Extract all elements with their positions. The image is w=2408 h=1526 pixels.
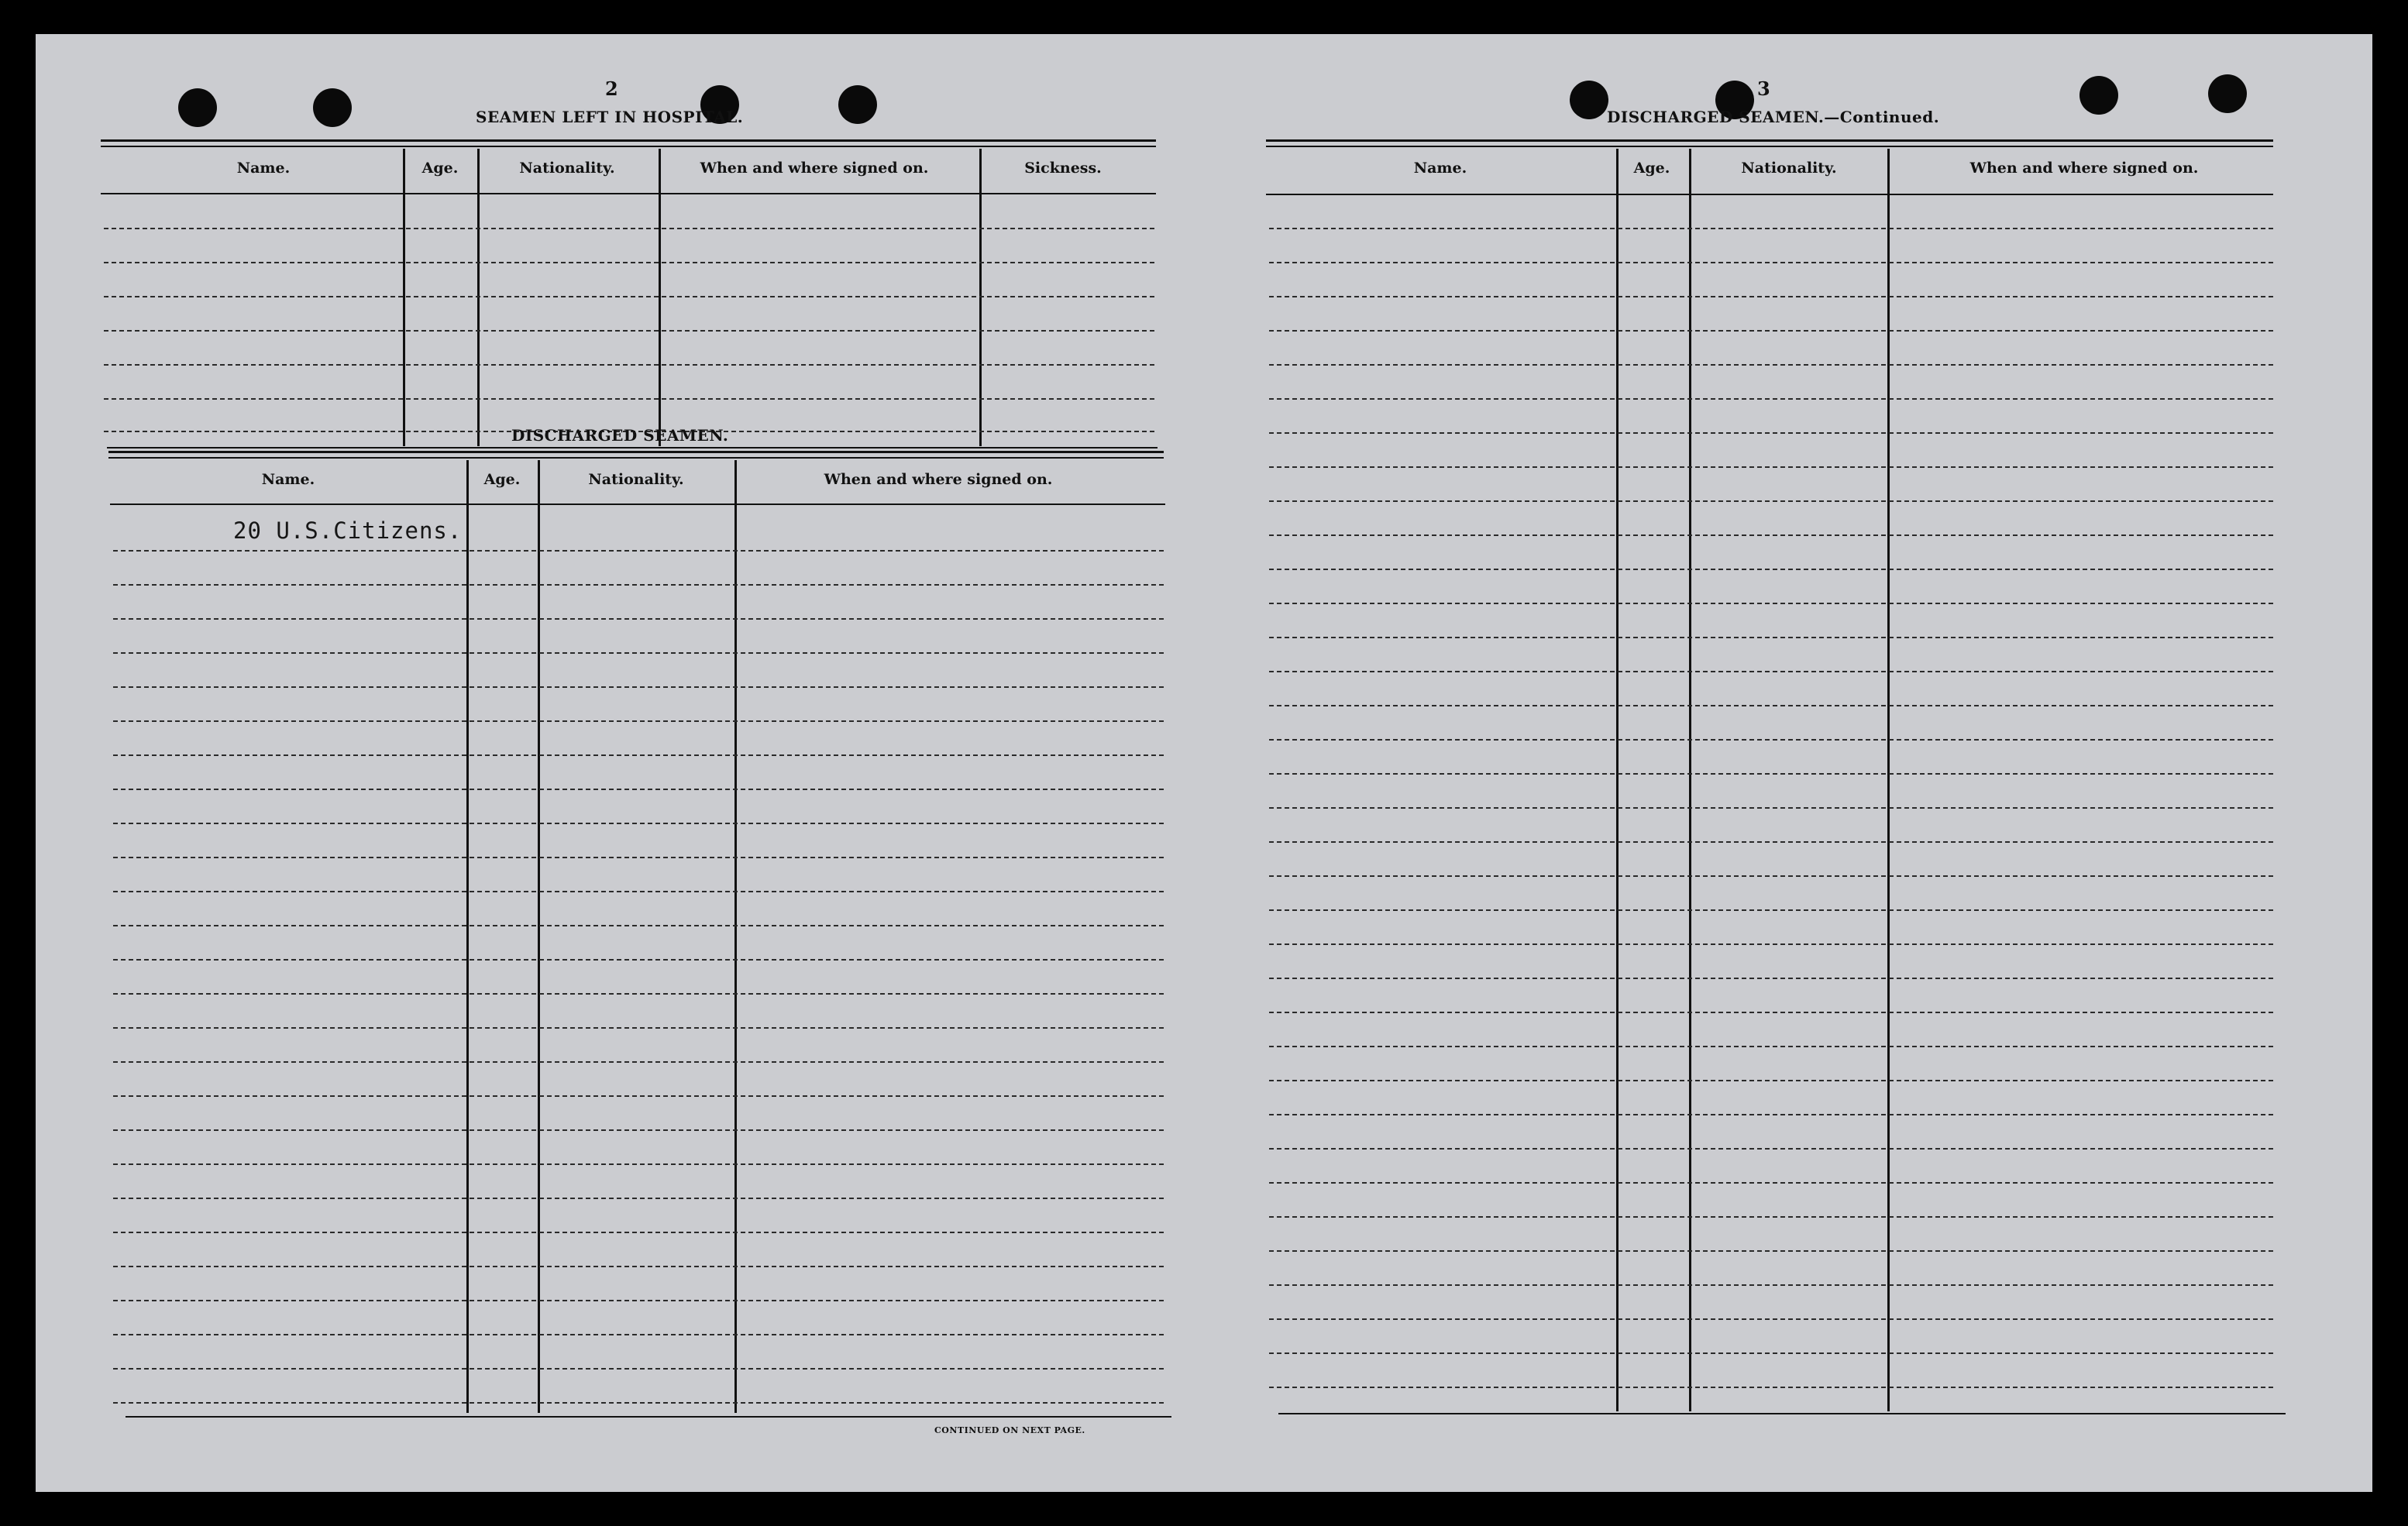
punch-hole <box>838 85 877 124</box>
dotted-row-rule <box>1269 1012 2273 1013</box>
dotted-row-rule <box>1269 671 2273 672</box>
continued-footer: CONTINUED ON NEXT PAGE. <box>934 1425 1085 1435</box>
dotted-row-rule <box>104 296 1154 297</box>
hospital-col-divider <box>659 149 661 446</box>
dotted-row-rule <box>1269 978 2273 979</box>
dotted-row-rule <box>113 1232 1164 1233</box>
dotted-row-rule <box>1269 500 2273 502</box>
discharged-table-bottom-rule <box>126 1416 1171 1418</box>
hospital-col-name: Name. <box>236 160 291 177</box>
dotted-row-rule <box>113 686 1164 688</box>
right-col-signed-on: When and where signed on. <box>1969 160 2199 177</box>
dotted-row-rule <box>113 1129 1164 1131</box>
dotted-row-rule <box>113 1368 1164 1370</box>
dotted-row-rule <box>113 993 1164 995</box>
dotted-row-rule <box>1269 739 2273 741</box>
dotted-row-rule <box>1269 603 2273 604</box>
discharged-table-top-rule <box>108 451 1164 453</box>
dotted-row-rule <box>113 1300 1164 1301</box>
discharged-header-rule <box>110 504 1165 505</box>
hospital-header-rule <box>101 193 1156 194</box>
punch-hole <box>2208 74 2247 113</box>
discharged-col-name: Name. <box>261 471 315 488</box>
dotted-row-rule <box>1269 432 2273 434</box>
dotted-row-rule <box>1269 1250 2273 1252</box>
dotted-row-rule <box>113 754 1164 756</box>
right-page-number: 3 <box>1757 77 1770 100</box>
right-col-name: Name. <box>1413 160 1467 177</box>
dotted-row-rule <box>1269 637 2273 638</box>
dotted-row-rule <box>113 959 1164 961</box>
dotted-row-rule <box>113 550 1164 552</box>
right-table-bottom-rule <box>1278 1413 2286 1414</box>
hospital-col-age: Age. <box>421 160 459 177</box>
dotted-row-rule <box>1269 296 2273 297</box>
right-col-divider <box>1887 149 1890 1411</box>
dotted-row-rule <box>113 789 1164 790</box>
dotted-row-rule <box>113 1027 1164 1029</box>
dotted-row-rule <box>113 652 1164 654</box>
dotted-row-rule <box>113 1061 1164 1063</box>
dotted-row-rule <box>1269 262 2273 263</box>
dotted-row-rule <box>113 1163 1164 1165</box>
dotted-row-rule <box>113 618 1164 620</box>
right-col-divider <box>1616 149 1619 1411</box>
punch-hole <box>178 88 217 127</box>
dotted-row-rule <box>1269 909 2273 911</box>
hospital-col-sickness: Sickness. <box>1024 160 1102 177</box>
right-table-top-rule <box>1266 139 2273 142</box>
dotted-row-rule <box>113 1334 1164 1335</box>
discharged-col-age: Age. <box>483 471 521 488</box>
punch-hole <box>2079 76 2118 115</box>
dotted-row-rule <box>113 925 1164 926</box>
dotted-row-rule <box>104 262 1154 263</box>
punch-hole <box>313 88 352 127</box>
dotted-row-rule <box>113 823 1164 824</box>
dotted-row-rule <box>113 1402 1164 1404</box>
right-col-age: Age. <box>1633 160 1670 177</box>
dotted-row-rule <box>1269 1284 2273 1286</box>
right-col-nationality: Nationality. <box>1741 160 1837 177</box>
left-page-number: 2 <box>605 77 618 100</box>
dotted-row-rule <box>113 720 1164 722</box>
dotted-row-rule <box>1269 1182 2273 1184</box>
dotted-row-rule <box>104 228 1154 229</box>
dotted-row-rule <box>1269 1318 2273 1320</box>
hospital-table-top-rule <box>101 146 1156 147</box>
hospital-col-nationality: Nationality. <box>519 160 615 177</box>
dotted-row-rule <box>1269 1387 2273 1388</box>
discharged-col-signed-on: When and where signed on. <box>824 471 1053 488</box>
right-header-rule <box>1266 194 2273 195</box>
dotted-row-rule <box>1269 228 2273 229</box>
dotted-row-rule <box>113 1266 1164 1267</box>
hospital-table-top-rule <box>101 139 1156 142</box>
dotted-row-rule <box>1269 1148 2273 1150</box>
hospital-section-title: SEAMEN LEFT IN HOSPITAL. <box>476 108 744 126</box>
dotted-row-rule <box>1269 398 2273 400</box>
discharged-col-divider <box>466 460 469 1413</box>
discharged-col-divider <box>734 460 737 1413</box>
discharged-section-title: DISCHARGED SEAMEN. <box>511 426 729 445</box>
hospital-col-divider <box>477 149 480 446</box>
right-table-top-rule <box>1266 146 2273 147</box>
dotted-row-rule <box>1269 807 2273 809</box>
discharged-entry-name: 20 U.S.Citizens. <box>233 517 463 544</box>
hospital-col-signed-on: When and where signed on. <box>700 160 929 177</box>
dotted-row-rule <box>1269 1216 2273 1218</box>
discharged-table-top-rule <box>108 457 1164 459</box>
dotted-row-rule <box>1269 1046 2273 1047</box>
dotted-row-rule <box>1269 330 2273 332</box>
dotted-row-rule <box>1269 569 2273 570</box>
right-col-divider <box>1689 149 1691 1411</box>
dotted-row-rule <box>1269 1114 2273 1115</box>
dotted-row-rule <box>1269 705 2273 706</box>
punch-hole <box>1570 81 1608 119</box>
dotted-row-rule <box>1269 841 2273 843</box>
dotted-row-rule <box>1269 943 2273 945</box>
dotted-row-rule <box>113 857 1164 858</box>
discharged-col-divider <box>538 460 540 1413</box>
dotted-row-rule <box>1269 364 2273 366</box>
document-sheet <box>36 34 2372 1492</box>
dotted-row-rule <box>1269 466 2273 468</box>
dotted-row-rule <box>1269 1080 2273 1081</box>
dotted-row-rule <box>1269 875 2273 877</box>
dotted-row-rule <box>113 891 1164 892</box>
dotted-row-rule <box>1269 534 2273 536</box>
hospital-col-divider <box>403 149 405 446</box>
hospital-table-bottom-rule <box>107 447 1158 449</box>
discharged-col-nationality: Nationality. <box>588 471 684 488</box>
dotted-row-rule <box>113 584 1164 586</box>
dotted-row-rule <box>104 398 1154 400</box>
right-page-title: DISCHARGED SEAMEN.—Continued. <box>1607 108 1940 126</box>
dotted-row-rule <box>113 1095 1164 1097</box>
dotted-row-rule <box>1269 1352 2273 1354</box>
dotted-row-rule <box>1269 773 2273 775</box>
dotted-row-rule <box>104 364 1154 366</box>
hospital-col-divider <box>979 149 982 446</box>
dotted-row-rule <box>104 330 1154 332</box>
dotted-row-rule <box>113 1198 1164 1199</box>
